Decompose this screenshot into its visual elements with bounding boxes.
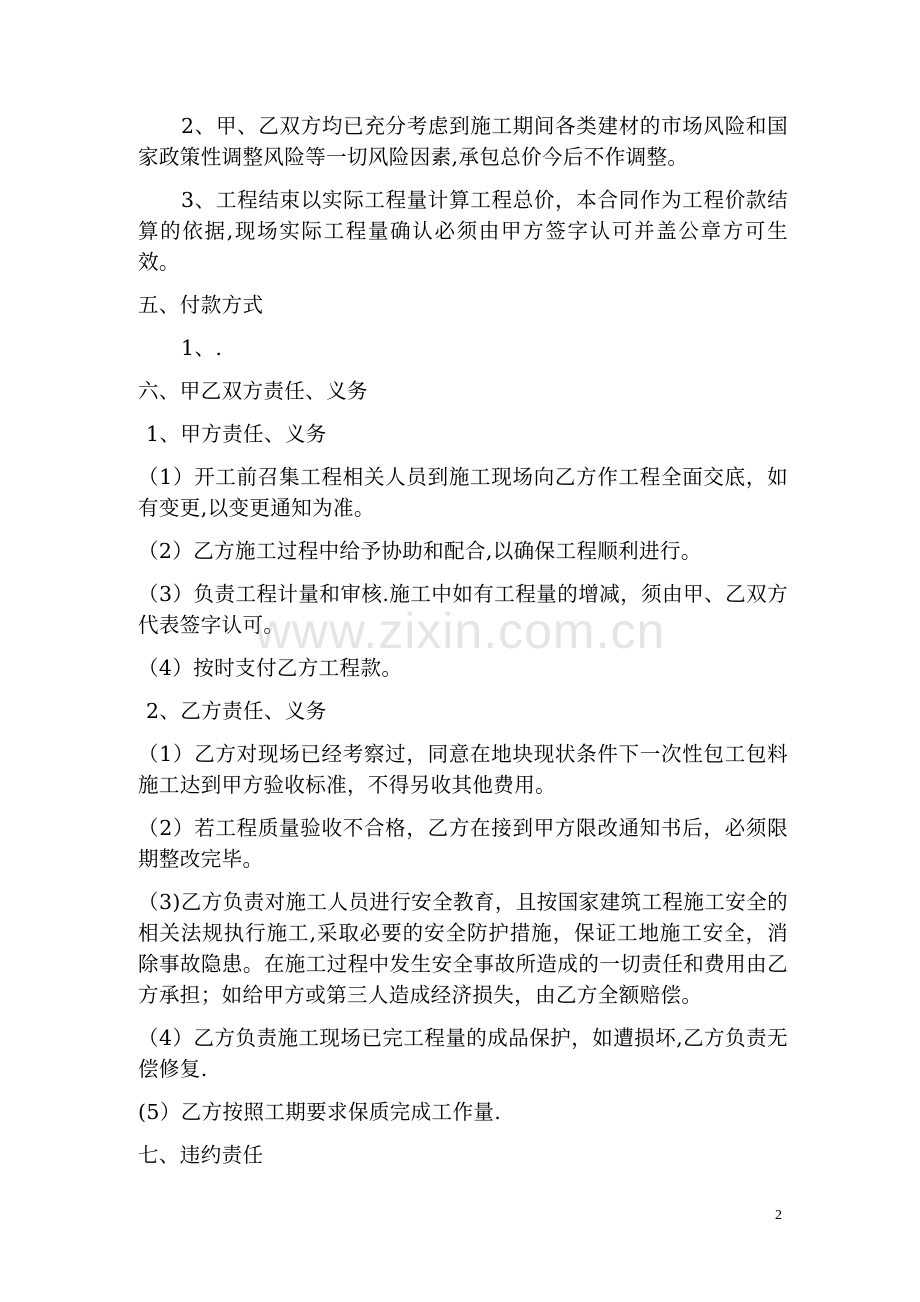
party-b-item-1: （1）乙方对现场已经考察过，同意在地块现状条件下一次性包工包料施工达到甲方验收标准，不得另收其他费用。	[138, 742, 788, 797]
subheading-party-a: 1、甲方责任、义务	[146, 422, 327, 446]
subheading-party-b: 2、乙方责任、义务	[146, 699, 327, 723]
paragraph-price-risk: 2、甲、乙双方均已充分考虑到施工期间各类建材的市场风险和国家政策性调整风险等一切风险因素,承包总价今后不作调整。	[138, 114, 788, 169]
party-a-item-1: （1）开工前召集工程相关人员到施工现场向乙方作工程全面交底，如有变更,以变更通知为准。	[138, 465, 788, 520]
page-number: 2	[775, 1208, 782, 1223]
party-b-item-2: （2）若工程质量验收不合格，乙方在接到甲方限改通知书后，必须限期整改完毕。	[138, 816, 788, 871]
document-body	[138, 111, 788, 1183]
heading-breach-liability: 七、违约责任	[138, 1143, 264, 1167]
paragraph-settlement: 3、工程结束以实际工程量计算工程总价，本合同作为工程价款结算的依据,现场实际工程量确认必须由甲方签字认可并盖公章方可生效。	[138, 188, 788, 274]
party-b-item-5: (5）乙方按照工期要求保质完成工作量.	[138, 1100, 502, 1124]
watermark: www.zixin.com.cn	[254, 603, 666, 659]
party-b-item-3: （3)乙方负责对施工人员进行安全教育，且按国家建筑工程施工安全的相关法规执行施工,采取必要的安全防护措施，保证工地施工安全，消除事故隐患。在施工过程中发生安全事故所造成的一切责任和费用由乙方承担；如给甲方或第三人造成经济损失，由乙方全额赔偿。	[138, 890, 788, 1007]
party-a-item-2: （2）乙方施工过程中给予协助和配合,以确保工程顺利进行。	[138, 539, 702, 563]
paragraph-payment-item-1: 1、.	[181, 336, 223, 360]
party-b-item-4: （4）乙方负责施工现场已完工程量的成品保护，如遭损坏,乙方负责无偿修复.	[138, 1026, 788, 1081]
party-a-item-3: （3）负责工程计量和审核.施工中如有工程量的增减，须由甲、乙双方代表签字认可。	[138, 582, 788, 637]
heading-responsibilities: 六、甲乙双方责任、义务	[138, 379, 368, 403]
heading-payment-method: 五、付款方式	[138, 293, 264, 317]
party-a-item-4: （4）按时支付乙方工程款。	[138, 656, 403, 680]
